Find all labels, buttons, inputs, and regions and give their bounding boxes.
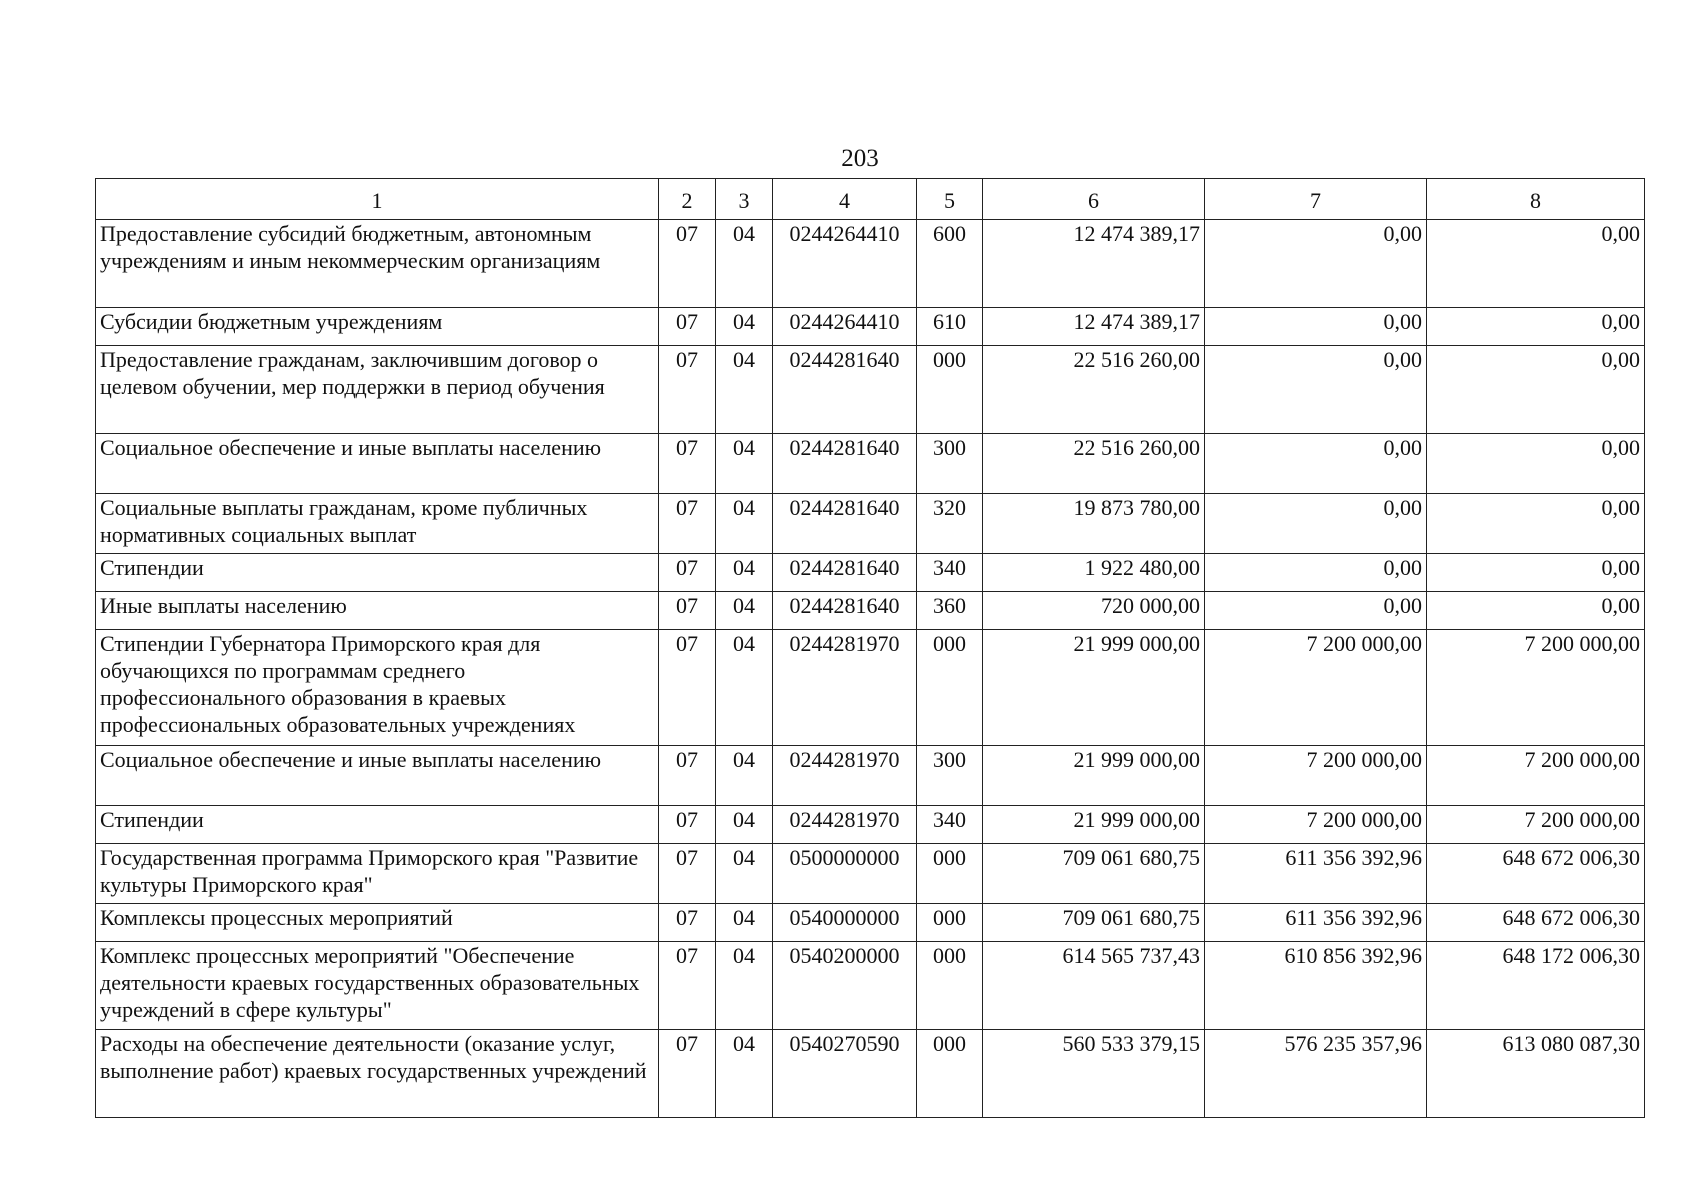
section-code: 07 xyxy=(659,434,716,494)
target-article-code: 0244264410 xyxy=(773,308,917,346)
table-row xyxy=(96,308,1645,346)
section-code: 07 xyxy=(659,1030,716,1118)
column-header: 3 xyxy=(716,179,773,220)
row-label: Социальное обеспечение и иные выплаты населению xyxy=(96,746,659,806)
amount-col-8: 0,00 xyxy=(1427,346,1645,434)
table-row xyxy=(96,494,1645,554)
amount-col-8: 648 672 006,30 xyxy=(1427,844,1645,904)
table-row xyxy=(96,904,1645,942)
amount-col-8: 0,00 xyxy=(1427,308,1645,346)
table-row xyxy=(96,554,1645,592)
subsection-code: 04 xyxy=(716,220,773,308)
amount-col-8: 7 200 000,00 xyxy=(1427,630,1645,746)
target-article-code: 0244281640 xyxy=(773,554,917,592)
amount-col-6: 12 474 389,17 xyxy=(983,220,1205,308)
amount-col-8: 0,00 xyxy=(1427,494,1645,554)
amount-col-7: 0,00 xyxy=(1205,308,1427,346)
section-code: 07 xyxy=(659,554,716,592)
section-code: 07 xyxy=(659,346,716,434)
table-row xyxy=(96,1030,1645,1118)
subsection-code: 04 xyxy=(716,1030,773,1118)
amount-col-6: 21 999 000,00 xyxy=(983,806,1205,844)
amount-col-6: 19 873 780,00 xyxy=(983,494,1205,554)
amount-col-6: 709 061 680,75 xyxy=(983,844,1205,904)
row-label: Субсидии бюджетным учреждениям xyxy=(96,308,659,346)
section-code: 07 xyxy=(659,220,716,308)
expense-type-code: 360 xyxy=(917,592,983,630)
column-header: 8 xyxy=(1427,179,1645,220)
column-header: 4 xyxy=(773,179,917,220)
row-label: Стипендии Губернатора Приморского края для обучающихся по программам среднего профессионального образования в краевых профессиональных образовательных учреждениях xyxy=(96,630,659,746)
row-label: Государственная программа Приморского края "Развитие культуры Приморского края" xyxy=(96,844,659,904)
amount-col-8: 648 672 006,30 xyxy=(1427,904,1645,942)
amount-col-6: 709 061 680,75 xyxy=(983,904,1205,942)
amount-col-7: 611 356 392,96 xyxy=(1205,844,1427,904)
expense-type-code: 000 xyxy=(917,346,983,434)
subsection-code: 04 xyxy=(716,308,773,346)
row-label: Стипендии xyxy=(96,806,659,844)
target-article-code: 0244281640 xyxy=(773,494,917,554)
column-header: 1 xyxy=(96,179,659,220)
target-article-code: 0244264410 xyxy=(773,220,917,308)
amount-col-6: 21 999 000,00 xyxy=(983,630,1205,746)
subsection-code: 04 xyxy=(716,904,773,942)
expense-type-code: 000 xyxy=(917,904,983,942)
subsection-code: 04 xyxy=(716,434,773,494)
amount-col-6: 720 000,00 xyxy=(983,592,1205,630)
subsection-code: 04 xyxy=(716,806,773,844)
subsection-code: 04 xyxy=(716,942,773,1030)
expense-type-code: 610 xyxy=(917,308,983,346)
target-article-code: 0500000000 xyxy=(773,844,917,904)
target-article-code: 0244281640 xyxy=(773,346,917,434)
amount-col-6: 1 922 480,00 xyxy=(983,554,1205,592)
target-article-code: 0244281640 xyxy=(773,592,917,630)
amount-col-8: 7 200 000,00 xyxy=(1427,746,1645,806)
amount-col-7: 7 200 000,00 xyxy=(1205,630,1427,746)
subsection-code: 04 xyxy=(716,746,773,806)
target-article-code: 0540200000 xyxy=(773,942,917,1030)
amount-col-6: 12 474 389,17 xyxy=(983,308,1205,346)
amount-col-7: 576 235 357,96 xyxy=(1205,1030,1427,1118)
subsection-code: 04 xyxy=(716,494,773,554)
table-row xyxy=(96,220,1645,308)
amount-col-6: 614 565 737,43 xyxy=(983,942,1205,1030)
amount-col-7: 0,00 xyxy=(1205,346,1427,434)
expense-type-code: 300 xyxy=(917,746,983,806)
amount-col-8: 0,00 xyxy=(1427,434,1645,494)
subsection-code: 04 xyxy=(716,844,773,904)
row-label: Расходы на обеспечение деятельности (оказание услуг, выполнение работ) краевых государственных учреждений xyxy=(96,1030,659,1118)
subsection-code: 04 xyxy=(716,346,773,434)
section-code: 07 xyxy=(659,904,716,942)
amount-col-7: 7 200 000,00 xyxy=(1205,746,1427,806)
expense-type-code: 000 xyxy=(917,942,983,1030)
row-label: Комплекс процессных мероприятий "Обеспечение деятельности краевых государственных образовательных учреждений в сфере культуры" xyxy=(96,942,659,1030)
table-row xyxy=(96,806,1645,844)
section-code: 07 xyxy=(659,746,716,806)
row-label: Предоставление гражданам, заключившим договор о целевом обучении, мер поддержки в период обучения xyxy=(96,346,659,434)
expense-type-code: 000 xyxy=(917,630,983,746)
section-code: 07 xyxy=(659,942,716,1030)
budget-table xyxy=(95,178,1645,1118)
amount-col-8: 7 200 000,00 xyxy=(1427,806,1645,844)
table-row xyxy=(96,746,1645,806)
amount-col-7: 0,00 xyxy=(1205,494,1427,554)
section-code: 07 xyxy=(659,806,716,844)
table-row xyxy=(96,844,1645,904)
amount-col-7: 0,00 xyxy=(1205,434,1427,494)
page-number: 203 xyxy=(841,145,879,172)
amount-col-6: 22 516 260,00 xyxy=(983,434,1205,494)
amount-col-6: 21 999 000,00 xyxy=(983,746,1205,806)
table-row xyxy=(96,346,1645,434)
amount-col-7: 610 856 392,96 xyxy=(1205,942,1427,1030)
subsection-code: 04 xyxy=(716,592,773,630)
table-row xyxy=(96,434,1645,494)
expense-type-code: 320 xyxy=(917,494,983,554)
row-label: Социальные выплаты гражданам, кроме публичных нормативных социальных выплат xyxy=(96,494,659,554)
column-header: 2 xyxy=(659,179,716,220)
amount-col-6: 560 533 379,15 xyxy=(983,1030,1205,1118)
expense-type-code: 340 xyxy=(917,806,983,844)
expense-type-code: 600 xyxy=(917,220,983,308)
table-row xyxy=(96,630,1645,746)
target-article-code: 0244281970 xyxy=(773,630,917,746)
target-article-code: 0540270590 xyxy=(773,1030,917,1118)
amount-col-6: 22 516 260,00 xyxy=(983,346,1205,434)
row-label: Иные выплаты населению xyxy=(96,592,659,630)
target-article-code: 0540000000 xyxy=(773,904,917,942)
subsection-code: 04 xyxy=(716,630,773,746)
row-label: Стипендии xyxy=(96,554,659,592)
subsection-code: 04 xyxy=(716,554,773,592)
expense-type-code: 340 xyxy=(917,554,983,592)
row-label: Предоставление субсидий бюджетным, автономным учреждениям и иным некоммерческим организациям xyxy=(96,220,659,308)
row-label: Социальное обеспечение и иные выплаты населению xyxy=(96,434,659,494)
amount-col-8: 0,00 xyxy=(1427,592,1645,630)
table-row xyxy=(96,592,1645,630)
target-article-code: 0244281640 xyxy=(773,434,917,494)
amount-col-7: 7 200 000,00 xyxy=(1205,806,1427,844)
amount-col-8: 0,00 xyxy=(1427,220,1645,308)
amount-col-7: 0,00 xyxy=(1205,220,1427,308)
section-code: 07 xyxy=(659,630,716,746)
amount-col-7: 0,00 xyxy=(1205,592,1427,630)
section-code: 07 xyxy=(659,308,716,346)
amount-col-8: 613 080 087,30 xyxy=(1427,1030,1645,1118)
amount-col-8: 0,00 xyxy=(1427,554,1645,592)
amount-col-8: 648 172 006,30 xyxy=(1427,942,1645,1030)
amount-col-7: 0,00 xyxy=(1205,554,1427,592)
section-code: 07 xyxy=(659,844,716,904)
target-article-code: 0244281970 xyxy=(773,806,917,844)
amount-col-7: 611 356 392,96 xyxy=(1205,904,1427,942)
target-article-code: 0244281970 xyxy=(773,746,917,806)
section-code: 07 xyxy=(659,592,716,630)
column-header: 7 xyxy=(1205,179,1427,220)
section-code: 07 xyxy=(659,494,716,554)
column-header: 6 xyxy=(983,179,1205,220)
expense-type-code: 000 xyxy=(917,844,983,904)
column-header: 5 xyxy=(917,179,983,220)
expense-type-code: 000 xyxy=(917,1030,983,1118)
table-row xyxy=(96,942,1645,1030)
table-header-row xyxy=(96,179,1645,220)
expense-type-code: 300 xyxy=(917,434,983,494)
row-label: Комплексы процессных мероприятий xyxy=(96,904,659,942)
